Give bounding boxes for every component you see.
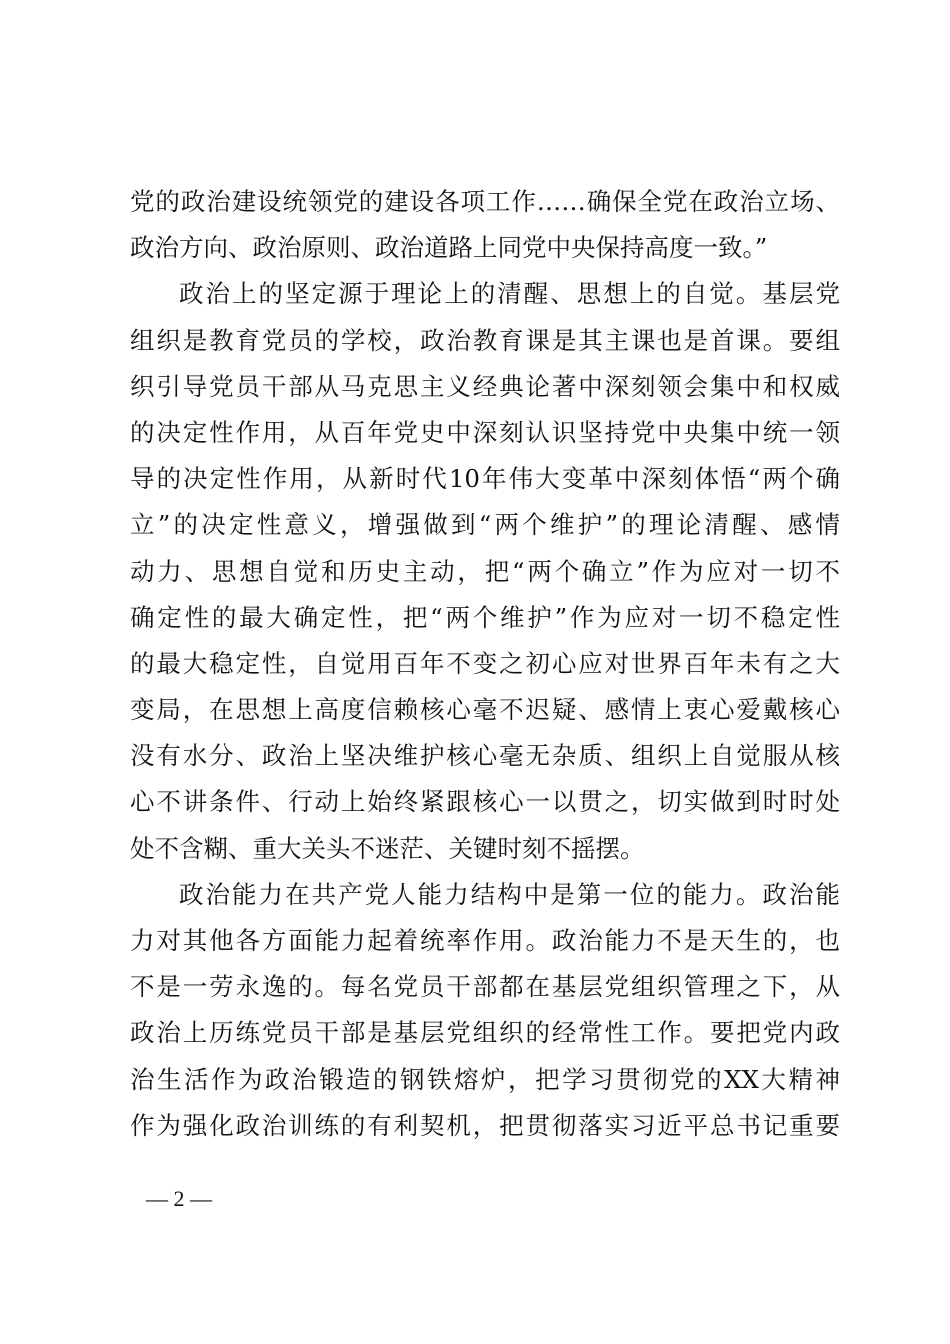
- text-line: 织引导党员干部从马克思主义经典论著中深刻领会集中和权威: [130, 371, 840, 401]
- page-number: — 2 —: [146, 1186, 212, 1211]
- body-text: [130, 179, 840, 1149]
- text-line: 政治上的坚定源于理论上的清醒、思想上的自觉。基层党: [179, 279, 840, 309]
- text-line: 政治方向、政治原则、政治道路上同党中央保持高度一致。”: [130, 233, 768, 263]
- text-line: 处不含糊、重大关头不迷茫、关键时刻不摇摆。: [130, 833, 645, 863]
- text-line: 力对其他各方面能力起着统率作用。政治能力不是天生的，也: [130, 926, 840, 955]
- text-line: 不是一劳永逸的。每名党员干部都在基层党组织管理之下，从: [130, 972, 840, 1002]
- text-line: 变局，在思想上高度信赖核心毫不迟疑、感情上衷心爱戴核心: [130, 695, 840, 725]
- text-line: 导的决定性作用，从新时代10年伟大变革中深刻体悟“两个确: [130, 464, 840, 494]
- text-line: 政治上历练党员干部是基层党组织的经常性工作。要把党内政: [130, 1018, 840, 1048]
- text-line: 政治能力在共产党人能力结构中是第一位的能力。政治能: [179, 879, 840, 909]
- text-line: 心不讲条件、行动上始终紧跟核心一以贯之，切实做到时时处: [130, 787, 840, 817]
- text-line: 组织是教育党员的学校，政治教育课是其主课也是首课。要组: [130, 325, 840, 355]
- text-line: 没有水分、政治上坚决维护核心毫无杂质、组织上自觉服从核: [130, 741, 840, 771]
- text-line: 的最大稳定性，自觉用百年不变之初心应对世界百年未有之大: [130, 648, 840, 678]
- text-line: 立”的决定性意义，增强做到“两个维护”的理论清醒、感情: [130, 510, 840, 540]
- text-line: 动力、思想自觉和历史主动，把“两个确立”作为应对一切不: [130, 556, 840, 586]
- text-line: 确定性的最大确定性，把“两个维护”作为应对一切不稳定性: [130, 602, 840, 632]
- text-line: 作为强化政治训练的有利契机，把贯彻落实习近平总书记重要: [130, 1110, 840, 1140]
- text-line: 治生活作为政治锻造的钢铁熔炉，把学习贯彻党的XX大精神: [130, 1064, 840, 1094]
- text-line: 党的政治建设统领党的建设各项工作……确保全党在政治立场、: [130, 187, 840, 216]
- text-line: 的决定性作用，从百年党史中深刻认识坚持党中央集中统一领: [130, 417, 840, 447]
